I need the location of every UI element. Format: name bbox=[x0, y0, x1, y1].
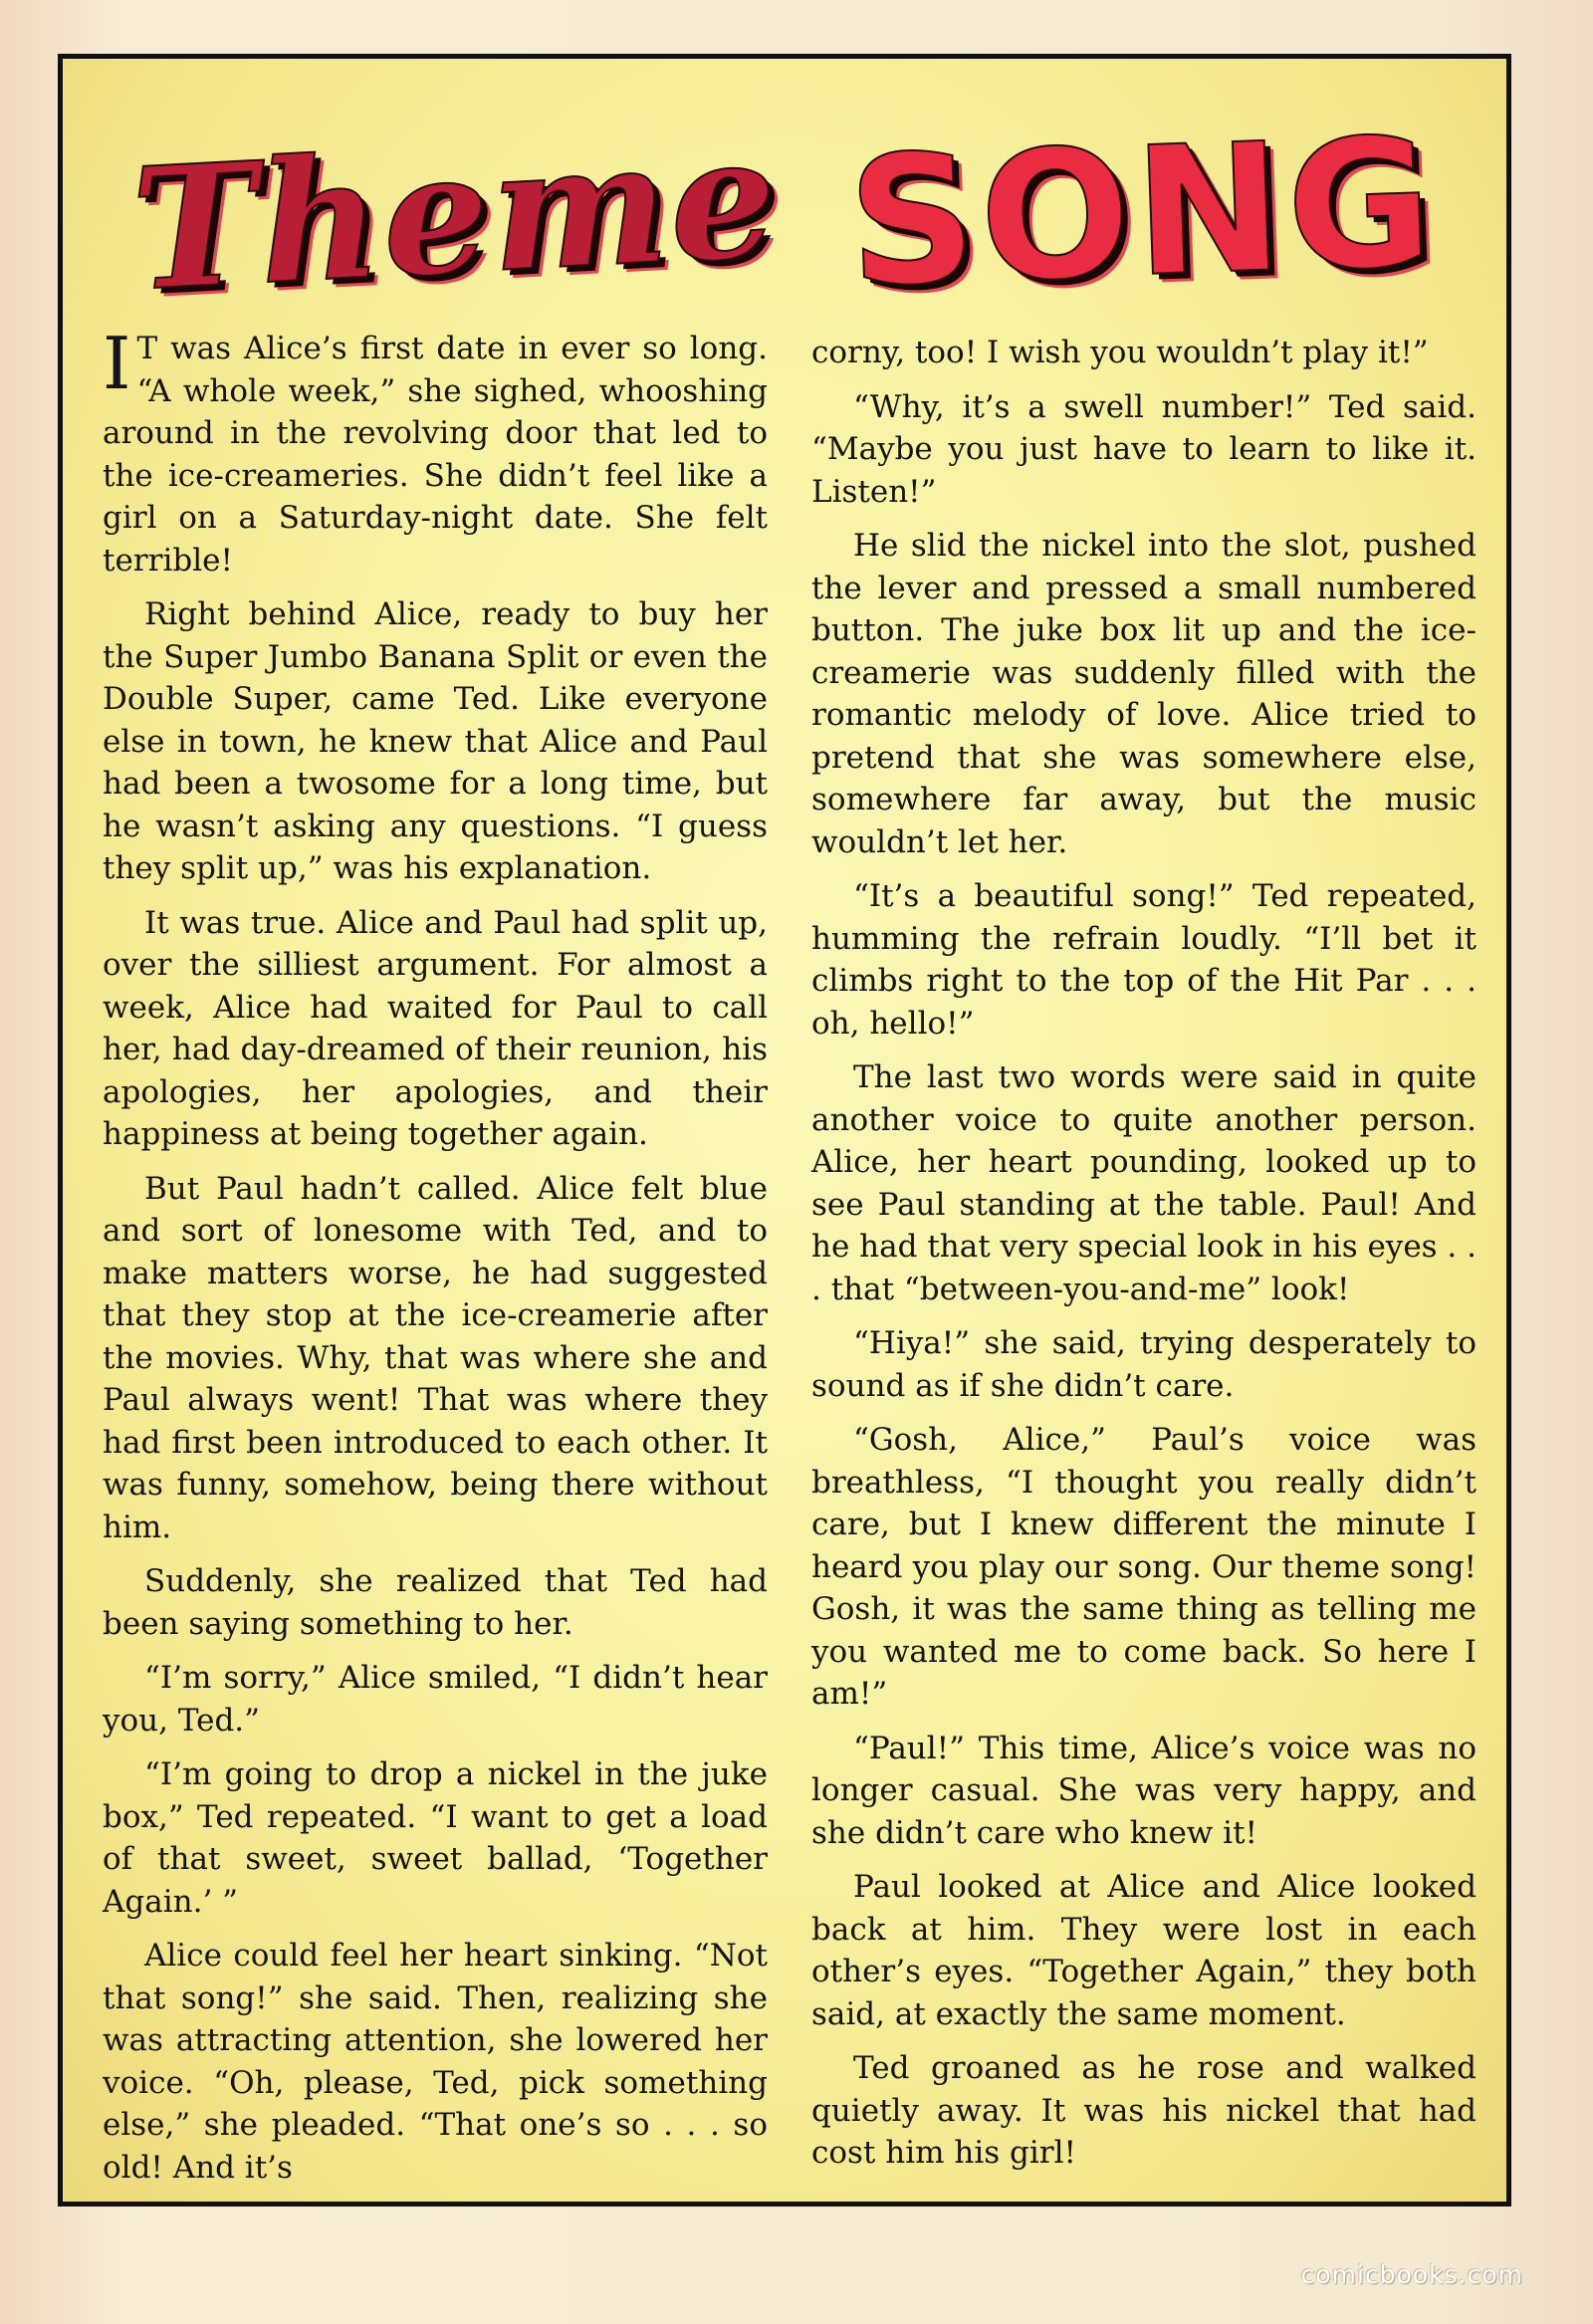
paragraph-text: He slid the nickel into the slot, pushed the lever and pressed a small numbered button. The juke box lit up and the ice-creamerie was suddenly filled with the romantic melody of love. Alice tried to pretend that she was somewhere else, somewhere far away, but the music wouldn’t let her. bbox=[811, 528, 1477, 860]
story-paragraph bbox=[103, 902, 768, 1156]
story-paragraph bbox=[103, 593, 768, 890]
story-paragraph bbox=[103, 322, 768, 581]
paragraph-text: “Gosh, Alice,” Paul’s voice was breathless, “I thought you really didn’t care, but I knew different the minute I heard you play our song. Our theme song! Gosh, it was the same thing as telling me you wanted me to come back. So here I am!” bbox=[811, 1422, 1477, 1712]
paragraph-text: “Hiya!” she said, trying desperately to sound as if she didn’t care. bbox=[811, 1325, 1477, 1404]
story-panel bbox=[58, 54, 1511, 2207]
paragraph-text: Suddenly, she realized that Ted had been saying something to her. bbox=[103, 1563, 768, 1642]
paragraph-text: Alice could feel her heart sinking. “Not that song!” she said. Then, realizing she was attracting attention, she lowered her voice. “Oh, please, Ted, pick something else,” she pleaded. “That one’s so . . . so old! And it’s bbox=[103, 1938, 768, 2186]
title-word-theme: Theme bbox=[127, 98, 784, 329]
paragraph-text: “Paul!” This time, Alice’s voice was no longer casual. She was very happy, and she didn’t care who knew it! bbox=[811, 1730, 1477, 1851]
story-paragraph bbox=[811, 1419, 1477, 1716]
paragraph-text: Paul looked at Alice and Alice looked back at him. They were lost in each other’s eyes. “Together Again,” they both said, at exactly the same moment. bbox=[811, 1869, 1477, 2032]
paragraph-text: Right behind Alice, ready to buy her the Super Jumbo Banana Split or even the Double Super, came Ted. Like everyone else in town, he knew that Alice and Paul had been a twosome for a long time, but he wasn’t asking any questions. “I guess they split up,” was his explanation. bbox=[103, 596, 768, 886]
paragraph-text: But Paul hadn’t called. Alice felt blue and sort of lonesome with Ted, and to make matters worse, he had suggested that they stop at the ice-creamerie after the movies. Why, that was where she and Paul always went! That was where they had first been introduced to each other. It was funny, somehow, being there without him. bbox=[103, 1170, 768, 1545]
paragraph-text: “Why, it’s a swell number!” Ted said. “Maybe you just have to learn to like it. Listen!” bbox=[811, 388, 1477, 510]
source-watermark: comicbooks.com bbox=[1300, 2260, 1523, 2289]
drop-cap: I bbox=[103, 322, 131, 405]
title-word-song: SONG bbox=[844, 99, 1441, 327]
story-paragraph bbox=[811, 875, 1477, 1045]
paragraph-text: “It’s a beautiful song!” Ted repeated, humming the refrain loudly. “I’ll bet it climbs right to the top of the Hit Par . . . oh, hello!” bbox=[811, 878, 1477, 1042]
paragraph-text: Ted groaned as he rose and walked quietly away. It was his nickel that had cost him his girl! bbox=[811, 2050, 1477, 2171]
paragraph-text: The last two words were said in quite another voice to quite another person. Alice, her heart pounding, looked up to see Paul standing at the table. Paul! And he had that very special look in his eyes . . . that “between-you-and-me” look! bbox=[811, 1059, 1477, 1307]
story-paragraph bbox=[811, 1322, 1477, 1407]
paragraph-text: “I’m going to drop a nickel in the juke box,” Ted repeated. “I want to get a load of that sweet, sweet ballad, ‘Together Again.’ ” bbox=[103, 1756, 768, 1920]
left-column bbox=[103, 322, 768, 2186]
story-paragraph bbox=[103, 1657, 768, 1742]
story-paragraph bbox=[103, 1753, 768, 1923]
text-columns bbox=[103, 322, 1477, 2186]
right-column bbox=[811, 328, 1477, 2180]
story-paragraph bbox=[811, 1056, 1477, 1310]
story-paragraph bbox=[103, 1560, 768, 1645]
story-paragraph bbox=[811, 1728, 1477, 1855]
paragraph-text: It was true. Alice and Paul had split up, over the silliest argument. For almost a week, Alice had waited for Paul to call her, had day-dreamed of their reunion, his apologies, her apologies, and their happiness at being together again. bbox=[103, 904, 768, 1152]
story-paragraph bbox=[103, 1168, 768, 1549]
story-paragraph bbox=[811, 386, 1477, 514]
story-paragraph bbox=[811, 2047, 1477, 2175]
story-paragraph bbox=[811, 1866, 1477, 2035]
paragraph-text: corny, too! I wish you wouldn’t play it!” bbox=[811, 335, 1429, 370]
paragraph-text: “I’m sorry,” Alice smiled, “I didn’t hear you, Ted.” bbox=[103, 1660, 768, 1739]
story-paragraph bbox=[811, 332, 1477, 374]
paragraph-text: T was Alice’s first date in ever so long. “A whole week,” she sighed, whooshing around in the revolving door that led to the ice-creameries. She didn’t feel like a girl on a Saturday-night date. She felt terrible! bbox=[103, 331, 768, 579]
story-title bbox=[63, 99, 1506, 328]
story-paragraph bbox=[811, 525, 1477, 863]
story-paragraph bbox=[103, 1935, 768, 2189]
